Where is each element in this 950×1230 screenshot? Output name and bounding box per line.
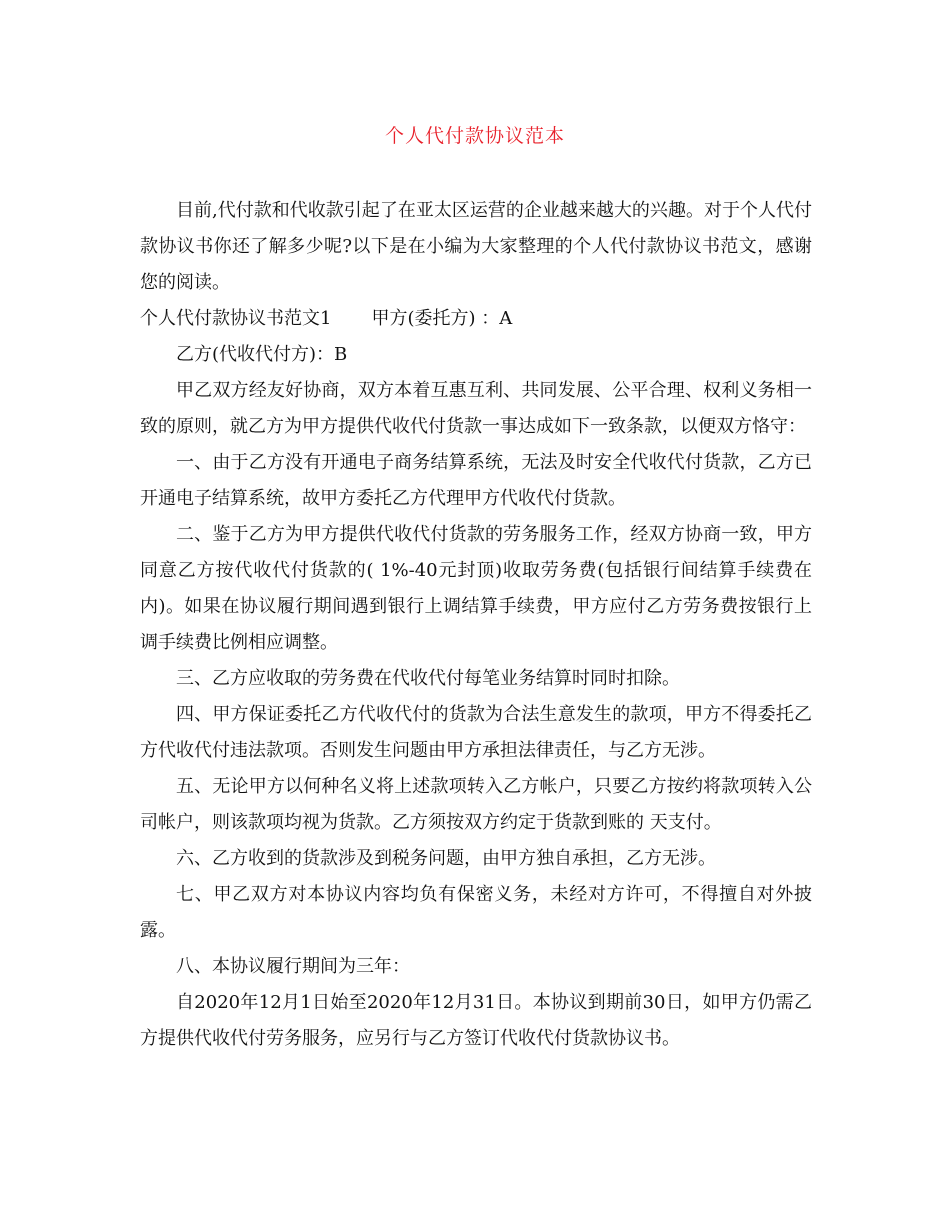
party-a: 甲方(委托方) ：A	[371, 308, 513, 329]
document-title: 个人代付款协议范本	[384, 125, 565, 147]
clause-3: 三、乙方应收取的劳务费在代收代付每笔业务结算时同时扣除。	[176, 668, 680, 689]
document-body	[140, 193, 812, 1057]
sample-heading-line	[140, 301, 812, 337]
clause-8: 八、本协议履行期间为三年：	[176, 956, 410, 977]
party-b: 乙方(代收代付方)：B	[176, 344, 348, 365]
sample-heading: 个人代付款协议书范文1	[140, 308, 332, 329]
clause-5: 五、无论甲方以何种名义将上述款项转入乙方帐户，只要乙方按约将款项转入公司帐户，则该款项均视为货款。乙方须按双方约定于货款到账的 天支付。	[140, 776, 812, 833]
clause-2: 二、鉴于乙方为甲方提供代收代付货款的劳务服务工作，经双方协商一致，甲方同意乙方按代收代付货款的( 1%-40元封顶)收取劳务费(包括银行间结算手续费在内)。如果在协议履行期间遇到银行上调结算手续费，甲方应付乙方劳务费按银行上调手续费比例相应调整。	[140, 524, 812, 653]
clause-7: 七、甲乙双方对本协议内容均负有保密义务，未经对方许可，不得擅自对外披露。	[140, 884, 812, 941]
preamble-paragraph: 甲乙双方经友好协商，双方本着互惠互利、共同发展、公平合理、权利义务相一致的原则，就乙方为甲方提供代收代付货款一事达成如下一致条款，以便双方恪守：	[140, 380, 812, 437]
clause-4: 四、甲方保证委托乙方代收代付的货款为合法生意发生的款项，甲方不得委托乙方代收代付违法款项。否则发生问题由甲方承担法律责任，与乙方无涉。	[140, 704, 812, 761]
clause-1: 一、由于乙方没有开通电子商务结算系统，无法及时安全代收代付货款，乙方已开通电子结算系统，故甲方委托乙方代理甲方代收代付货款。	[140, 452, 812, 509]
term-paragraph: 自2020年12月1日始至2020年12月31日。本协议到期前30日，如甲方仍需乙方提供代收代付劳务服务，应另行与乙方签订代收代付货款协议书。	[140, 992, 812, 1049]
intro-paragraph: 目前,代付款和代收款引起了在亚太区运营的企业越来越大的兴趣。对于个人代付款协议书你还了解多少呢?以下是在小编为大家整理的个人代付款协议书范文，感谢您的阅读。	[140, 200, 812, 293]
clause-6: 六、乙方收到的货款涉及到税务问题，由甲方独自承担，乙方无涉。	[176, 848, 716, 869]
